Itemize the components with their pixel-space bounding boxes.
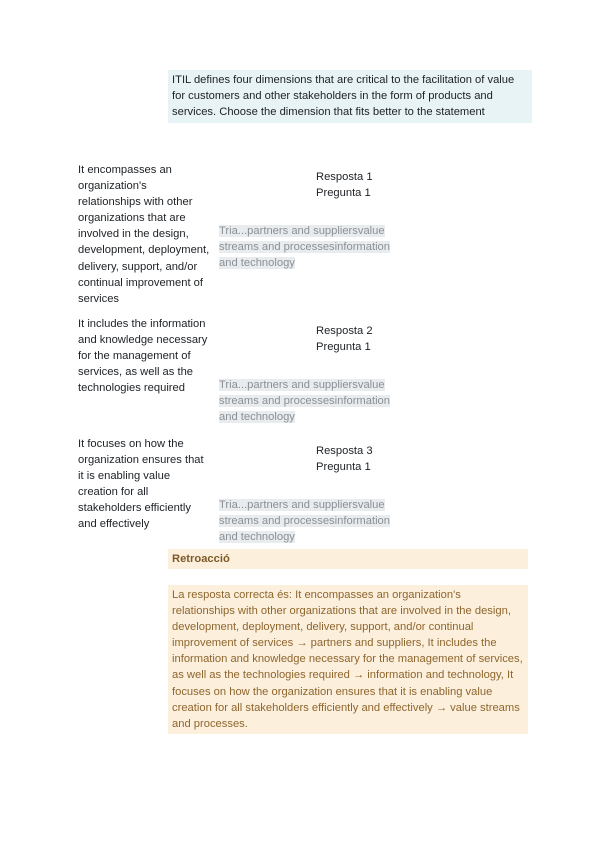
- feedback-text: La resposta correcta és: It encompasses an organization's relationships with other organizations that are involved in the design, development, deployment, delivery, support, and/or continual improvement of services → partners and suppliers, It includes the information and knowledge necessary for the management of services, as well as the technologies required → information and technology, It focuses on how the organization ensures that it is enabling value creation for all stakeholders efficiently and effectively → value streams and processes.: [168, 585, 528, 734]
- answer-label-1: Resposta 1: [316, 171, 373, 183]
- question-text: ITIL defines four dimensions that are critical to the facilitation of value for customers and other stakeholders in the form of products and services. Choose the dimension that fits better to the statement: [168, 70, 532, 123]
- answer-select-1[interactable]: [219, 223, 399, 271]
- answer-label-2: Resposta 2: [316, 325, 373, 337]
- answer-select-2[interactable]: [219, 377, 399, 425]
- match-stem-1: It encompasses an organization's relationships with other organizations that are involved in the design, development, deployment, delivery, support, and/or continual improvement of services: [78, 164, 210, 305]
- question-label-2: Pregunta 1: [316, 341, 371, 353]
- match-stem-2: It includes the information and knowledge necessary for the management of services, as well as the technologies required: [78, 318, 208, 395]
- answer-select-3-text: Tria...partners and suppliersvalue streams and processesinformation and technology: [219, 499, 390, 543]
- match-stem-3: It focuses on how the organization ensures that it is enabling value creation for all stakeholders efficiently and effectively: [78, 438, 204, 531]
- question-label-1: Pregunta 1: [316, 187, 371, 199]
- answer-select-3[interactable]: [219, 497, 399, 545]
- answer-select-2-text: Tria...partners and suppliersvalue streams and processesinformation and technology: [219, 379, 390, 423]
- answer-select-1-text: Tria...partners and suppliersvalue streams and processesinformation and technology: [219, 225, 390, 269]
- answer-label-3: Resposta 3: [316, 445, 373, 457]
- question-label-3: Pregunta 1: [316, 461, 371, 473]
- feedback-heading: Retroacció: [168, 549, 528, 569]
